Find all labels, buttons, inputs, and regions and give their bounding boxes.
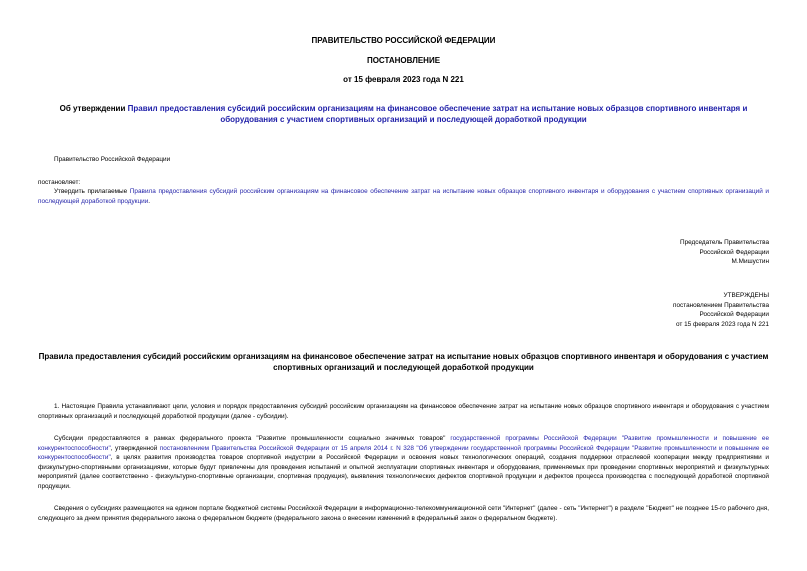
p2-text-b: , утвержденной: [110, 444, 160, 452]
title-rules-link[interactable]: Правил предоставления субсидий российским организациям на финансовое обеспечение затрат на испытание новых образцов спортивного инвентаря и оборудования с участием спортивных организаций и последующей доработкой продукции: [127, 104, 748, 124]
document-title: [38, 103, 769, 125]
approved-country: Российской Федерации: [699, 311, 769, 319]
approved-title: УТВЕРЖДЕНЫ: [723, 292, 769, 299]
rules-paragraph-3: Сведения о субсидиях размещаются на едином портале бюджетной системы Российской Федерации в информационно-телекоммуникационной сети "Интернет" (далее - сеть "Интернет") в разделе "Бюджет" не позднее 15-го рабочего дня, следующего за днем принятия федерального закона о федеральном бюджете (федерального закона о внесении изменений в федеральный закон о федеральном бюджете).: [38, 505, 769, 522]
utverdit-paragraph: [38, 187, 769, 206]
signature-name: М.Мишустин: [731, 258, 769, 266]
government-heading: ПРАВИТЕЛЬСТВО РОССИЙСКОЙ ФЕДЕРАЦИИ: [311, 36, 496, 45]
rules-paragraph-2: [38, 434, 769, 492]
rules-paragraph-1: 1. Настоящие Правила устанавливают цели, условия и порядок предоставления субсидий российским организациям на финансовое обеспечение затрат на испытание новых образцов спортивного инвентаря и оборудования с участием спортивных организаций и последующей доработкой продукции (далее - субсидии).: [38, 403, 769, 420]
resolution-328-link[interactable]: постановлением Правительства Российской Федерации от 15 апреля 2014 г. N 328 "Об утверждении государственной программы Российской Федерации "Развитие промышленности и повышение ее конкурентоспособности": [38, 444, 769, 462]
doc-type-heading: ПОСТАНОВЛЕНИЕ: [366, 56, 441, 65]
utverdit-suffix: .: [148, 197, 151, 205]
signature-block: [469, 238, 769, 267]
date-number-heading: от 15 февраля 2023 года N 221: [343, 75, 464, 84]
program-link[interactable]: государственной программы Российской Федерации "Развитие промышленности и повышение ее конкурентоспособности": [38, 435, 769, 452]
p2-text-a: Субсидии предоставляются в рамках федерального проекта "Развитие промышленности социально значимых товаров": [54, 435, 451, 442]
title-prefix: Об утверждении: [59, 104, 128, 113]
p2-text-c: , в целях развития производства товаров спортивной индустрии в Российской Федерации и освоения новых технологических операций, создания поддержки отраслевой кооперации между предприятиями и физкультурно-спортивными организациями, которые будут привлечены для проведения испытаний и опытной эксплуатации спортивных инвентаря и оборудования, применяемых при проведении спортивных мероприятий и физкультурных мероприятий (далее соответственно - физкультурно-спортивные организации, спортивная продукция), выявления технологических дефектов спортивной продукции и дефектов процесса производства с последующей доработкой спортивной продукции.: [38, 454, 769, 490]
approved-date: от 15 февраля 2023 года N 221: [676, 320, 769, 328]
approved-block: [469, 291, 769, 329]
postanovlyaet-line: постановляет:: [38, 179, 81, 186]
approved-by: постановлением Правительства: [673, 301, 769, 309]
signature-position: Председатель Правительства: [680, 239, 769, 246]
utverdit-prefix: Утвердить прилагаемые: [54, 188, 130, 195]
rules-title: Правила предоставления субсидий российским организациям на финансовое обеспечение затрат на испытание новых образцов спортивного инвентаря и оборудования с участием спортивных организаций и последующей доработкой продукции: [38, 352, 769, 372]
government-line: Правительство Российской Федерации: [54, 156, 171, 163]
signature-country: Российской Федерации: [699, 248, 769, 256]
utverdit-rules-link[interactable]: Правила предоставления субсидий российским организациям на финансовое обеспечение затрат на испытание новых образцов спортивного инвентаря и оборудования с участием спортивных организаций и последующей доработкой продукции: [38, 188, 770, 205]
